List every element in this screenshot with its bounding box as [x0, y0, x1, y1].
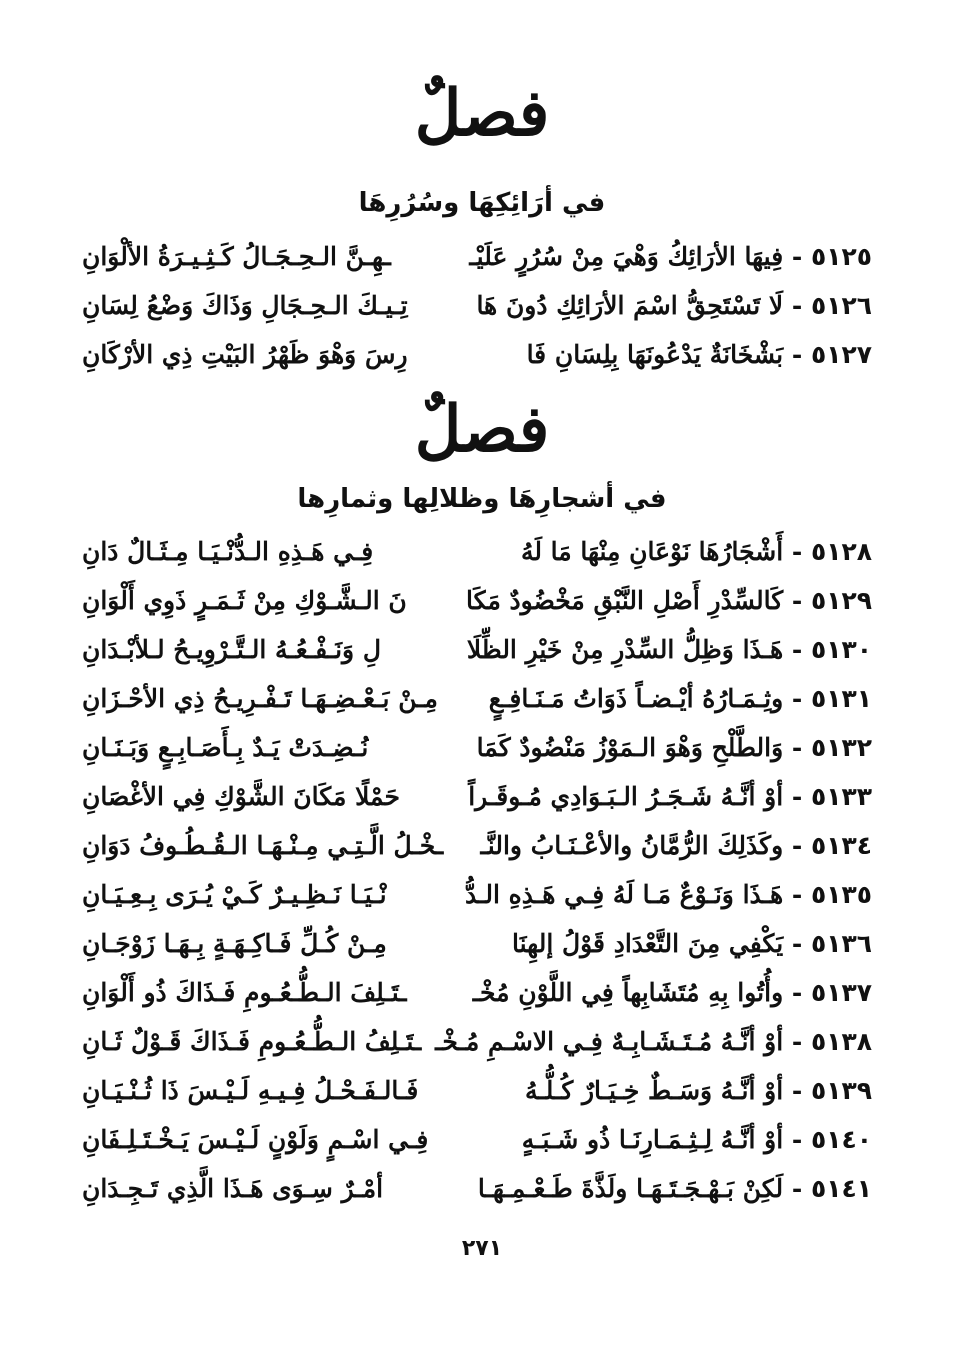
verse-second-hemistich: ـتَـلِفُ الـطُّـعُـومِ فَـذَاكَ قَـوْلٌ ثَـانِ: [82, 1027, 422, 1056]
verse-number: ٥١٢٧: [810, 340, 872, 369]
verse-row: ٥١٢٧ - بَشْخَانَةٌ يَدْعُونَهَا بِلِسَانِ فَا رِسَ وَهْوَ ظَهْرُ البَيْتِ ذِي الأرْكَانِ: [82, 340, 872, 369]
verse-number: ٥١٣١: [810, 684, 872, 713]
verse-row: ٥١٤١ - لَكِنْ بَـهْـجَـتَـهَـا ولَذَّةَ طَـعْـمِـهَـا أمْـرٌ سِـوَى هَـذَا الَّذِي تَـجِـدَانِ: [82, 1174, 872, 1203]
verse-second-hemistich: فِـي اسْـمٍ وَلَوْنٍ لَـيْـسَ يَـخْـتَـلِـفَانِ: [82, 1125, 429, 1154]
verse-first-hemistich: لَا تَسْتَحِقُّ اسْمَ الأرَائِكِ دُونَ هَا: [476, 291, 784, 320]
verse-first-hemistich: أوْ أنَّـهُ شَـجَـرُ الـبَـوَادِي مُـوقَـراً: [468, 782, 784, 811]
verse-row: ٥١٢٦ - لَا تَسْتَحِقُّ اسْمَ الأرَائِكِ دُونَ هَا تِـيـكَ الـحِـجَالِ وَذَاكَ وَضْعُ لِسَانِ: [82, 291, 872, 320]
verse-first-hemistich: وكَذَلِكَ الرُّمَّانُ والأعْـنَـابُ والنَّـ: [480, 831, 784, 860]
verse-row: ٥١٢٩ - كَالسِّدْرِ أَصْلِ النَّبْقِ مَخْضُودٌ مَكَا نَ الـشَّـوْكِ مِنْ ثَـمَـرٍ ذَوِي أَلْوَانِ: [82, 586, 872, 615]
verse-second-hemistich: أمْـرٌ سِـوَى هَـذَا الَّذِي تَـجِـدَانِ: [82, 1174, 384, 1203]
section-2-verses: [82, 537, 872, 1223]
verse-number: ٥١٣٧: [810, 978, 872, 1007]
verse-second-hemistich: حَمْلًا مَكَانَ الشَّوْكِ فِي الأغْصَانِ: [82, 782, 400, 811]
verse-second-hemistich: لِ وَنَـفْـعُـهُ الـتَّـرْوِيـحُ لـلأبْـدَانِ: [82, 635, 381, 664]
verse-first-hemistich: وثِـمَـارُهُ أيْـضـاً ذَوَاتُ مَـنَـافِـعٍ: [488, 684, 784, 713]
verse-row: ٥١٣١ - وثِـمَـارُهُ أيْـضـاً ذَوَاتُ مَـنَـافِـعٍ مِـنْ بَـعْـضِـهَـا تَـفْـرِيـحُ ذِي الأحْـزَانِ: [82, 684, 872, 713]
verse-row: ٥١٣٠ - هَـذَا وَظِلُّ السِّدْرِ مِنْ خَيْرِ الظِّلَا لِ وَنَـفْـعُـهُ الـتَّـرْوِيـحُ لـلأبْـدَانِ: [82, 635, 872, 664]
verse-first-hemistich: وَالطَّلْحِ وَهْوَ الـمَوْزُ مَنْضُودٌ كَمَا: [476, 733, 784, 762]
section-1-verses: [82, 242, 872, 389]
verse-row: ٥١٣٦ - يَكْفِي مِنَ التَّعْدَادِ قَوْلُ إلهِنَا مِـنْ كُـلِّ فَـاكِـهَـةٍ بِـهَـا زَوْجَـانِ: [82, 929, 872, 958]
verse-second-hemistich: ـخْـلُ الَّـتِـي مِـنْـهَـا الـقُـطُـوفُ دَوَانِ: [82, 831, 444, 860]
verse-number: ٥١٣٠: [810, 635, 872, 664]
verse-row: ٥١٣٩ - أوْ أنَّـهُ وَسَـطٌ خِـيَـارٌ كُـلُّـهُ فَـالـفَـحْـلُ فِـيـهِ لَـيْـسَ ذَا ثُـنْـيَـانِ: [82, 1076, 872, 1105]
section-1-title: في أرَائِكِهَا وسُرُرِهَا: [358, 188, 606, 218]
verse-row: ٥١٢٥ - فِيهَا الأرَائِكُ وَهْيَ مِنْ سُرُرٍ عَلَيْـ ـهِـنَّ الـحِـجَـالُ كَـثِـيـرَةُ الألْوَانِ: [82, 242, 872, 271]
verse-first-hemistich: أوْ أنَّـهُ وَسَـطٌ خِـيَـارٌ كُـلُّـهُ: [525, 1076, 784, 1105]
verse-number: ٥١٤١: [810, 1174, 872, 1203]
verse-number: ٥١٤٠: [810, 1125, 872, 1154]
verse-number: ٥١٢٦: [810, 291, 872, 320]
verse-row: ٥١٣٤ - وكَذَلِكَ الرُّمَّانُ والأعْـنَـابُ والنَّـ ـخْـلُ الَّـتِـي مِـنْـهَـا الـقُـطُـوفُ دَوَانِ: [82, 831, 872, 860]
verse-number: ٥١٣٦: [810, 929, 872, 958]
verse-second-hemistich: نْـيَـا نَـظِـيـرٌ كَـيْ يُـرَى بِـعِـيَـانِ: [82, 880, 387, 909]
verse-second-hemistich: مِـنْ بَـعْـضِـهَـا تَـفْـرِيـحُ ذِي الأحْـزَانِ: [82, 684, 438, 713]
verse-first-hemistich: لَكِنْ بَـهْـجَـتَـهَـا ولَذَّةَ طَـعْـمِـهَـا: [477, 1174, 784, 1203]
verse-first-hemistich: فِيهَا الأرَائِكُ وَهْيَ مِنْ سُرُرٍ عَلَيْـ: [469, 242, 784, 271]
verse-row: ٥١٤٠ - أوْ أنَّـهُ لِـثِـمَـارِنَـا ذُو شَـبَـهٍ فِـي اسْـمٍ وَلَوْنٍ لَـيْـسَ يَـخْـتَـلِـفَانِ: [82, 1125, 872, 1154]
verse-first-hemistich: يَكْفِي مِنَ التَّعْدَادِ قَوْلُ إلهِنَا: [512, 929, 784, 958]
verse-row: ٥١٢٨ - أَشْجَارُهَا نَوْعَانِ مِنْهَا مَا لَهُ فِـي هَـذِهِ الـدُّنْـيَـا مِـثَـالٌ دَانِ: [82, 537, 872, 566]
verse-second-hemistich: ـتَـلِفَ الـطُّـعُـومِ فَـذَاكَ ذُو أَلْوَانِ: [82, 978, 407, 1007]
verse-second-hemistich: تِـيـكَ الـحِـجَالِ وَذَاكَ وَضْعُ لِسَانِ: [82, 291, 408, 320]
section-2-mark: فصلٌ: [414, 392, 550, 467]
verse-second-hemistich: مِـنْ كُـلِّ فَـاكِـهَـةٍ بِـهَـا زَوْجَـانِ: [82, 929, 387, 958]
verse-first-hemistich: أوْ أنَّـهُ لِـثِـمَـارِنَـا ذُو شَـبَـهٍ: [521, 1125, 784, 1154]
section-2-title: في أشجارِهَا وظلالِها وثمارِها: [297, 484, 667, 514]
verse-row: ٥١٣٨ - أوْ أنَّـهُ مُـتَـشَـابِـهٌ فِـي الاسْـمِ مُـخْـ ـتَـلِفُ الـطُّـعُـومِ فَـذَاكَ قَـوْلٌ ثَـانِ: [82, 1027, 872, 1056]
verse-row: ٥١٣٢ - وَالطَّلْحِ وَهْوَ الـمَوْزُ مَنْضُودٌ كَمَا نُـضِـدَتْ يَـدٌ بِـأَصَـابِـعٍ وَبَـنَـانِ: [82, 733, 872, 762]
verse-first-hemistich: هَـذَا وَنَـوْعٌ مَـا لَهُ فِـي هَـذِهِ الـدُّ: [464, 880, 784, 909]
verse-number: ٥١٢٩: [810, 586, 872, 615]
verse-second-hemistich: نَ الـشَّـوْكِ مِنْ ثَـمَـرٍ ذَوِي أَلْوَانِ: [82, 586, 407, 615]
verse-row: ٥١٣٣ - أوْ أنَّـهُ شَـجَـرُ الـبَـوَادِي مُـوقَـراً حَمْلًا مَكَانَ الشَّوْكِ فِي الأغْصَانِ: [82, 782, 872, 811]
verse-second-hemistich: ـهِـنَّ الـحِـجَـالُ كَـثِـيـرَةُ الألْوَانِ: [82, 242, 391, 271]
verse-first-hemistich: أَشْجَارُهَا نَوْعَانِ مِنْهَا مَا لَهُ: [520, 537, 784, 566]
verse-first-hemistich: بَشْخَانَةٌ يَدْعُونَهَا بِلِسَانِ فَا: [526, 340, 784, 369]
verse-first-hemistich: أوْ أنَّـهُ مُـتَـشَـابِـهٌ فِـي الاسْـمِ مُـخْـ: [435, 1027, 784, 1056]
verse-first-hemistich: هَـذَا وَظِلُّ السِّدْرِ مِنْ خَيْرِ الظِّلَا: [466, 635, 784, 664]
verse-row: ٥١٣٧ - وأُتُوا بِهِ مُتَشَابِهاً فِي اللَّوْنِ مُخْـ ـتَـلِفَ الـطُّـعُـومِ فَـذَاكَ ذُو أَلْوَانِ: [82, 978, 872, 1007]
verse-number: ٥١٢٨: [810, 537, 872, 566]
verse-second-hemistich: فِـي هَـذِهِ الـدُّنْـيَـا مِـثَـالٌ دَانِ: [82, 537, 374, 566]
section-1-mark: فصلٌ: [414, 76, 550, 151]
verse-number: ٥١٣٣: [810, 782, 872, 811]
verse-second-hemistich: رِسَ وَهْوَ ظَهْرُ البَيْتِ ذِي الأرْكَانِ: [82, 340, 408, 369]
verse-second-hemistich: نُـضِـدَتْ يَـدٌ بِـأَصَـابِـعٍ وَبَـنَـانِ: [82, 733, 369, 762]
verse-row: ٥١٣٥ - هَـذَا وَنَـوْعٌ مَـا لَهُ فِـي هَـذِهِ الـدُّ نْـيَـا نَـظِـيـرٌ كَـيْ يُـرَى بِـعِـيَـانِ: [82, 880, 872, 909]
verse-second-hemistich: فَـالـفَـحْـلُ فِـيـهِ لَـيْـسَ ذَا ثُـنْـيَـانِ: [82, 1076, 419, 1105]
verse-number: ٥١٣٤: [810, 831, 872, 860]
page-number: ٢٧١: [461, 1236, 503, 1261]
verse-first-hemistich: كَالسِّدْرِ أَصْلِ النَّبْقِ مَخْضُودٌ مَكَا: [466, 586, 784, 615]
verse-number: ٥١٣٥: [810, 880, 872, 909]
verse-first-hemistich: وأُتُوا بِهِ مُتَشَابِهاً فِي اللَّوْنِ مُخْـ: [472, 978, 784, 1007]
verse-number: ٥١٢٥: [810, 242, 872, 271]
verse-number: ٥١٣٢: [810, 733, 872, 762]
verse-number: ٥١٣٩: [810, 1076, 872, 1105]
verse-number: ٥١٣٨: [810, 1027, 872, 1056]
